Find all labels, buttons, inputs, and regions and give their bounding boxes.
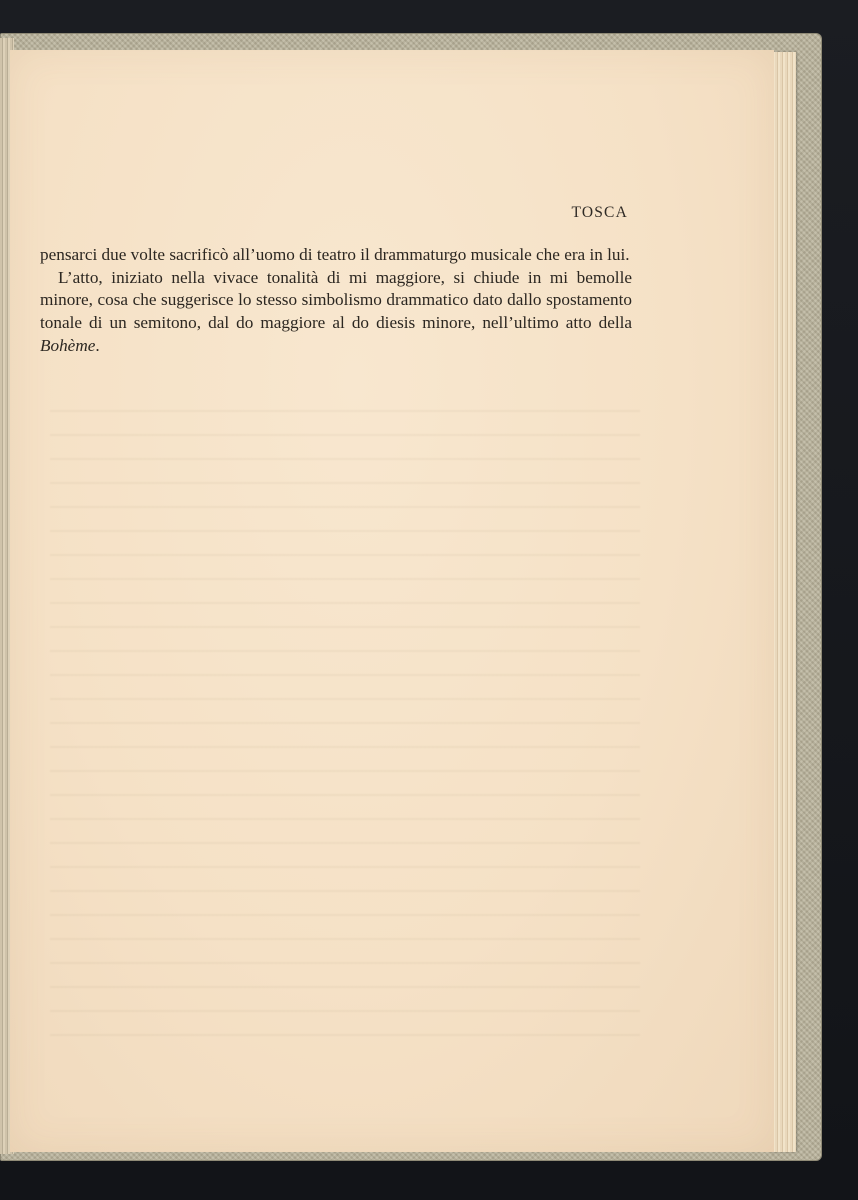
running-head: TOSCA (571, 204, 628, 221)
book-page (10, 50, 774, 1152)
text-block (40, 244, 632, 358)
paragraph-2-text: L’atto, iniziato nella vivace tonalità di mi maggiore, si chiude in mi bemolle minore, cosa che suggerisce lo stesso simbolismo drammatico dato dallo spostamento tonale di un semitono, dal do maggiore al do diesis minore, nell’ultimo atto della (40, 267, 632, 333)
paragraph-1: pensarci due volte sacrificò all’uomo di teatro il drammaturgo musicale che era in lui. (40, 245, 630, 264)
paragraph-2-end: . (95, 335, 100, 355)
paragraph-2 (40, 267, 632, 358)
show-through-text (50, 410, 640, 1050)
opera-title-italic: Bohème (40, 335, 96, 355)
